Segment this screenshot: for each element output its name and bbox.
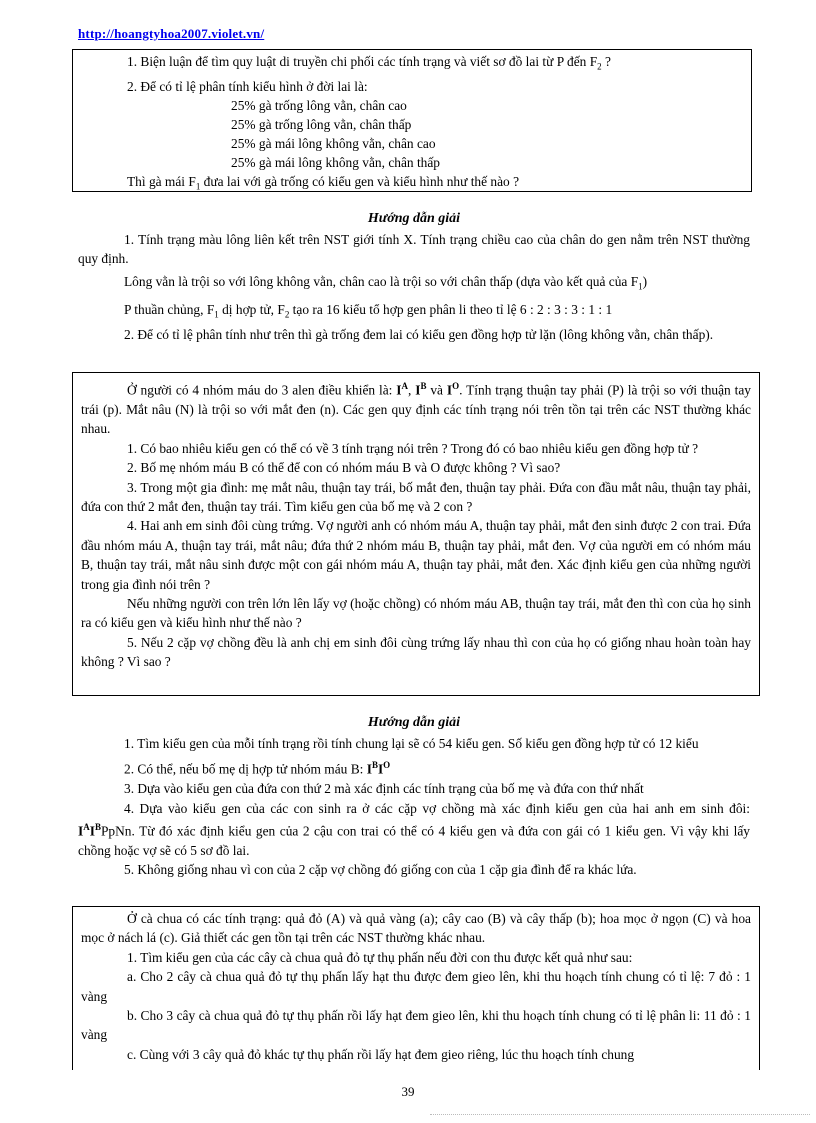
solution1-para-1: 1. Tính trạng màu lông liên kết trên NST giới tính X. Tính trạng chiều cao của chân do gen nằm trên NST thường quy định. — [78, 232, 750, 267]
solution2-para-1: 1. Tìm kiểu gen của mỗi tính trạng rồi tính chung lại sẽ có 54 kiểu gen. Số kiểu gen đồng hợp tử có 12 kiểu — [124, 736, 699, 751]
box1-question-last: Thì gà mái $F_1$ đưa lai với gà trống có kiểu gen và kiểu hình như thế nào ? — [127, 174, 520, 193]
problem-box-2 — [72, 372, 760, 696]
problem-box-3 — [72, 906, 760, 1070]
box1-option-4: 25% gà mái lông không vằn, chân thấp — [231, 155, 440, 171]
header-url-link[interactable]: http://hoangtyhoa2007.violet.vn/ — [78, 26, 265, 41]
footer-divider — [430, 1114, 810, 1115]
box1-option-2: 25% gà trống lông vằn, chân thấp — [231, 117, 412, 133]
solution1-para-2: Lông vằn là trội so với lông không vằn, chân cao là trội so với chân thấp (dựa vào kết quả của $F_1$) — [124, 273, 648, 292]
box3-item-a: a. Cho 2 cây cà chua quả đỏ tự thụ phấn lấy hạt thu được đem gieo lên, khi thu hoạch tính chung có tỉ lệ: 7 đỏ : 1 vàng — [81, 969, 751, 1004]
solution2-para-5: 5. Không giống nhau vì con của 2 cặp vợ chồng đó giống con của 1 cặp gia đình để ra khác lứa. — [124, 862, 637, 878]
box1-option-1: 25% gà trống lông vằn, chân cao — [231, 98, 407, 114]
solution2-para-3: 3. Dựa vào kiểu gen của đứa con thứ 2 mà xác định các tính trạng của bố mẹ và đứa con thứ nhất — [124, 781, 644, 797]
box3-question-1: 1. Tìm kiểu gen của các cây cà chua quả đỏ tự thụ phấn nếu đời con thu được kết quả như sau: — [127, 949, 633, 965]
box2-intro: Ở người có 4 nhóm máu do 3 alen điều khiển là: $I^A$, $I^B$ và $I^O$. Tính trạng thuận tay phải (P) là trội so với thuận tay trái (p). Mắt nâu (N) là trội so với mắt đen (n). Các gen quy định các tính trạng nói trên tồn tại trên các NST thường khác nhau. — [81, 381, 751, 437]
box2-question-3: 3. Trong một gia đình: mẹ mắt nâu, thuận tay trái, bố mắt đen, thuận tay phải. Đứa con đầu mắt nâu, thuận tay phải, đứa con thứ 2 mắt đen, thuận tay trái. Tìm kiểu gen của bố mẹ và 2 con ? — [81, 479, 751, 514]
solution2-para-4: 4. Dựa vào kiểu gen của các con sinh ra ở các cặp vợ chồng mà xác định kiểu gen của hai anh em sinh đôi: $I^AI^BPpNn$. Từ đó xác định kiểu gen của 2 cậu con trai có thể có 4 kiểu gen và đứa con gái có 1 kiểu gen. Vì vậy khi lấy chồng hoặc vợ sẽ có 5 sơ đồ lai. — [78, 800, 750, 858]
solution-heading-1: Hướng dẫn giải — [367, 211, 461, 226]
solution1-para-4: 2. Để có tỉ lệ phân tính như trên thì gà trống đem lai có kiểu gen đồng hợp tử lặn (lông không vằn, chân thấp). — [124, 326, 714, 342]
box1-option-3: 25% gà mái lông không vằn, chân cao — [231, 136, 436, 152]
box1-question-1: 1. Biện luận để tìm quy luật di truyền chi phối các tính trạng và viết sơ đồ lai từ P đến $F_2$ ? — [127, 54, 611, 72]
box3-item-b: b. Cho 3 cây cà chua quả đỏ tự thụ phấn rồi lấy hạt đem gieo lên, khi thu hoạch tính chung có tỉ lệ phân li: 11 đỏ : 1 vàng — [81, 1008, 751, 1043]
box2-question-4: 4. Hai anh em sinh đôi cùng trứng. Vợ người anh có nhóm máu A, thuận tay phải, mắt đen sinh được 2 con trai. Đứa đầu nhóm máu A, thuận tay trái, mắt nâu; đứa thứ 2 nhóm máu B, thuận tay phải, mắt đen. Vợ của người em có nhóm máu B, thuận tay trái, mắt nâu sinh được một con gái nhóm máu A, thuận tay phải, mắt đen. Xác định kiểu gen của những người trong gia đình nói trên ? — [81, 518, 751, 592]
box3-intro: Ở cà chua có các tính trạng: quả đỏ (A) và quả vàng (a); cây cao (B) và cây thấp (b); hoa mọc ở ngọn (C) và hoa mọc ở nách lá (c). Giả thiết các gen tồn tại trên các NST thường khác nhau. — [81, 911, 751, 946]
box3-item-c: c. Cùng với 3 cây quả đỏ khác tự thụ phấn rồi lấy hạt đem gieo riêng, lúc thu hoạch tính chung — [127, 1046, 635, 1062]
box1-question-2: 2. Để có tỉ lệ phân tính kiểu hình ở đời lai là: — [127, 79, 368, 95]
box2-question-2: 2. Bố mẹ nhóm máu B có thể để con có nhóm máu B và O được không ? Vì sao? — [127, 460, 561, 476]
solution1-para-3: P thuần chủng, $F_1$ dị hợp tử, $F_2$ tạo ra 16 kiểu tổ hợp gen phân li theo tỉ lệ 6 : 2 : 3 : 3 : 1 : 1 — [124, 301, 613, 320]
box2-question-4b: Nếu những người con trên lớn lên lấy vợ (hoặc chồng) có nhóm máu AB, thuận tay trái, mắt đen thì con của họ sinh ra có kiểu gen và kiểu hình như thế nào ? — [81, 595, 751, 631]
box2-question-1: 1. Có bao nhiêu kiểu gen có thể có về 3 tính trạng nói trên ? Trong đó có bao nhiêu kiểu gen đồng hợp tử ? — [127, 440, 699, 456]
problem-box-1 — [72, 49, 752, 192]
page-number: 39 — [401, 1084, 415, 1099]
solution-section-2 — [78, 712, 750, 880]
solution-heading-2: Hướng dẫn giải — [367, 715, 461, 730]
solution2-para-2: 2. Có thể, nếu bố mẹ dị hợp tử nhóm máu B: $I^BI^O$ — [124, 760, 391, 777]
solution-section-1 — [78, 208, 750, 344]
box2-question-5: 5. Nếu 2 cặp vợ chồng đều là anh chị em sinh đôi cùng trứng lấy nhau thì con của họ có giống nhau hoàn toàn hay không ? Vì sao ? — [81, 634, 751, 670]
